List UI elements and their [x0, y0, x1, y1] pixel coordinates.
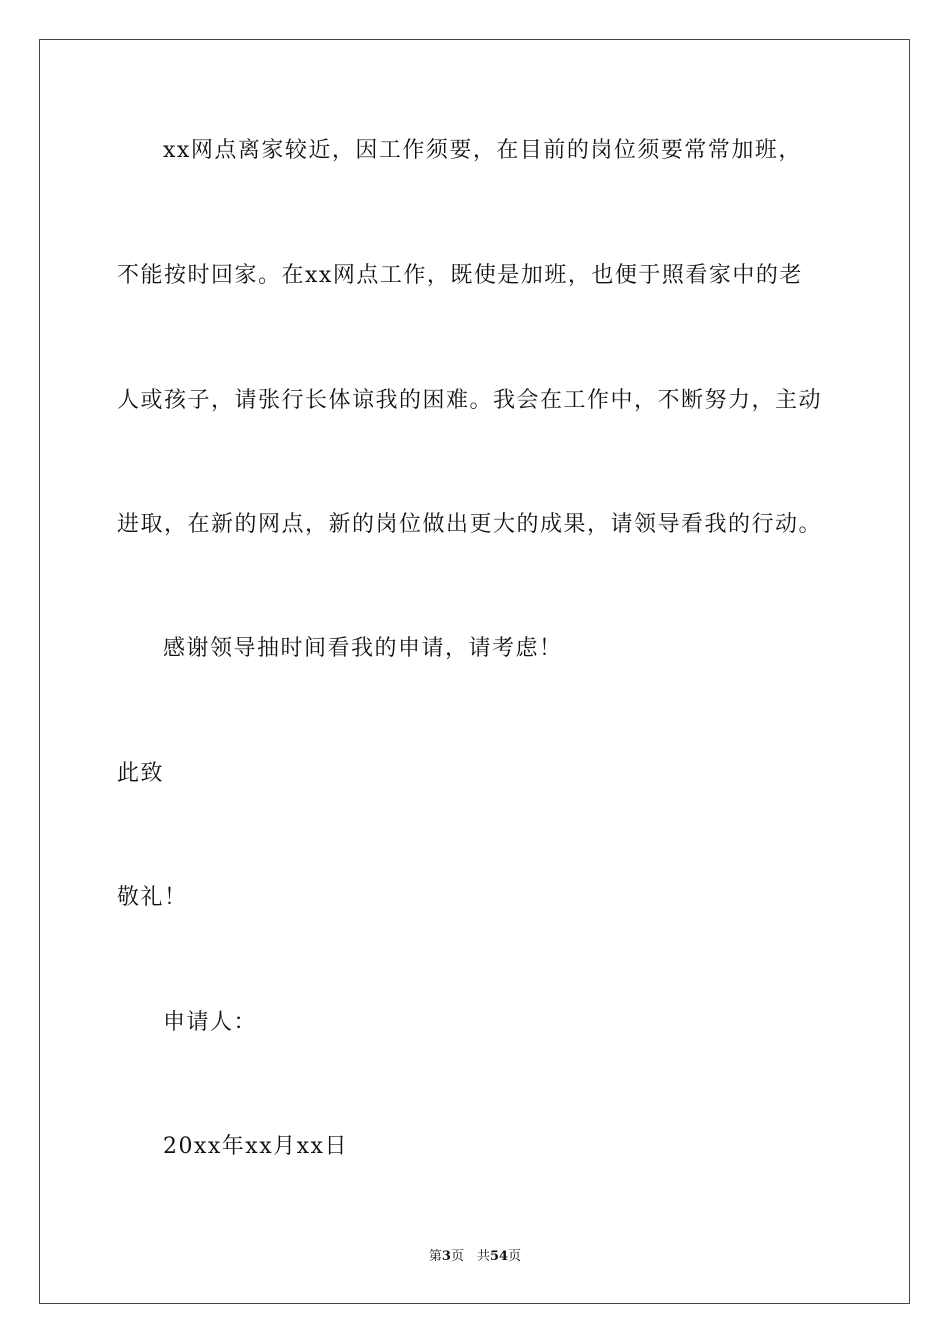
body-line-4: 进取，在新的网点，新的岗位做出更大的成果，请领导看我的行动。 — [117, 512, 823, 537]
page-border — [39, 39, 910, 1304]
body-line-2: 不能按时回家。在xx网点工作，既使是加班，也便于照看家中的老 — [117, 263, 803, 288]
footer-page-prefix: 第 — [428, 1249, 442, 1264]
closing-respect: 敬礼！ — [117, 885, 188, 910]
body-line-1: xx网点离家较近，因工作须要，在目前的岗位须要常常加班， — [163, 138, 802, 163]
footer-page-total: 54 — [489, 1249, 509, 1264]
footer-page-suffix: 页 — [508, 1249, 522, 1264]
footer-page-mid: 页 共 — [450, 1249, 490, 1264]
closing-salutation: 此致 — [117, 761, 165, 786]
page-footer — [0, 1248, 950, 1266]
applicant-label: 申请人： — [163, 1010, 258, 1035]
body-line-3: 人或孩子，请张行长体谅我的困难。我会在工作中，不断努力，主动 — [117, 388, 823, 413]
date-line: 20xx年xx月xx日 — [163, 1134, 348, 1159]
thanks-line: 感谢领导抽时间看我的申请，请考虑！ — [163, 636, 563, 661]
footer-page-current: 3 — [441, 1249, 451, 1264]
